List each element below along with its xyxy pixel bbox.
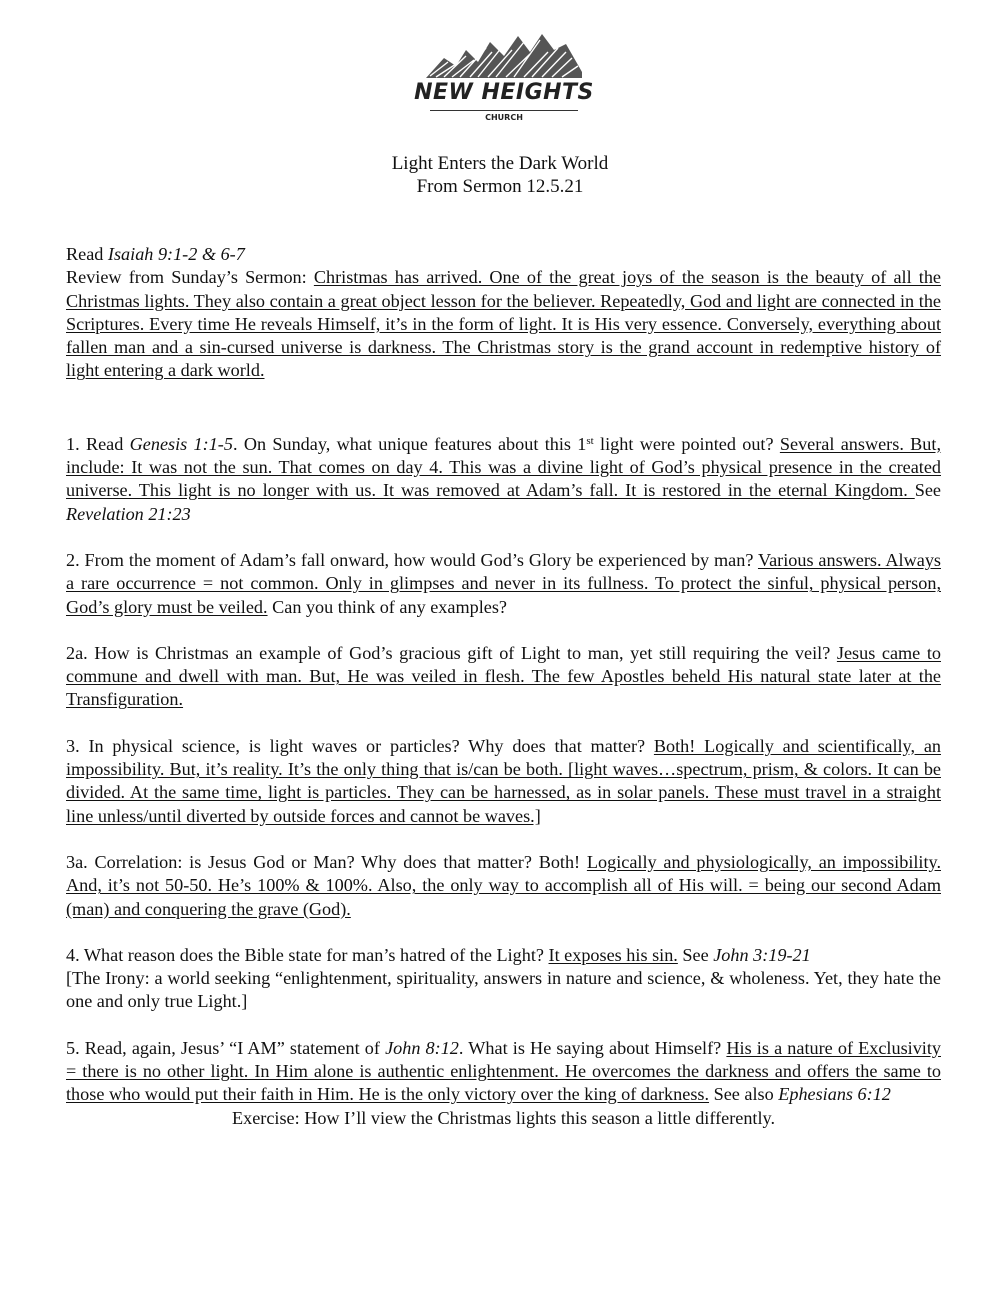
logo-wordmark: NEW HEIGHTS — [414, 80, 594, 105]
exercise-prompt: Exercise: How I’ll view the Christmas lights this season a little differently. — [232, 1107, 775, 1128]
answer-text: It exposes his sin. — [548, 944, 678, 965]
question-2a: 2a. How is Christmas an example of God’s gracious gift of Light to man, yet still requiring the veil? Jesus came to commune and dwell with man. But, He was veiled in flesh. The few Apostles beheld His natural state later at the Transfiguration. — [66, 642, 941, 710]
logo-subtitle: CHURCH — [485, 113, 523, 122]
scripture-ref: John 3:19-21 — [713, 944, 811, 965]
answer-text: Christmas has arrived. One of the great joys of the season is the beauty of all the Christmas lights. They also contain a great object lesson for the believer. Repeatedly, God and light are connected in the Scriptures. Every time He reveals Himself, it’s in the form of light. It is His very essence. Conversely, everything about fallen man and a sin-cursed universe is darkness. The Christmas story is the grand account in redemptive history of light entering a dark world. — [66, 267, 941, 381]
question-1: 1. Read Genesis 1:1-5. On Sunday, what unique features about this 1st light were pointed out? Several answers. But, include: It was not the sun. That comes on day 4. This was a divine light of God’s physical presence in the created universe. This light is no longer with us. It was removed at Adam’s fall. It is restored in the eternal Kingdom. See Revelation 21:23 — [66, 433, 942, 524]
question-4: 4. What reason does the Bible state for man’s hatred of the Light? It exposes his sin. See John 3:19-21 [The Irony: a world seeking “enlightenment, spirituality, answers in nature and science, & wholeness. Yet, they hate the one and only true Light.] — [66, 944, 941, 1012]
mountain-peaks-icon — [426, 28, 582, 80]
irony-note: [The Irony: a world seeking “enlightenment, spirituality, answers in nature and science, & wholeness. Yet, they hate the one and only true Light.] — [66, 968, 941, 1012]
intro-read: Read Isaiah 9:1-2 & 6-7 — [66, 244, 245, 264]
question-3: 3. In physical science, is light waves or particles? Why does that matter? Both! Logically and scientifically, an impossibility. But, it’s reality. It’s the only thing that is/can be both. [light waves…spectrum, prism, & colors. It can be divided. At the same time, light is particles. They can be harnessed, as in solar panels. These must travel in a straight line unless/until diverted by outside forces and cannot be waves.] — [66, 735, 941, 826]
scripture-ref: Isaiah 9:1-2 & 6-7 — [107, 244, 245, 264]
answer-text: Jesus came to commune and dwell with man. But, He was veiled in flesh. The few Apostles beheld His natural state later at the Transfiguration. — [66, 642, 941, 710]
church-logo — [414, 28, 594, 128]
answer-text: Logically and physiologically, an impossibility. And, it’s not 50-50. He’s 100% & 100%. Also, the only way to accomplish all of His will. = being our second Adam (man) and conquering the grave (God). — [66, 851, 941, 919]
document-title: Light Enters the Dark World — [391, 153, 609, 174]
scripture-ref: Genesis 1:1-5 — [129, 433, 233, 454]
question-2: 2. From the moment of Adam’s fall onward, how would God’s Glory be experienced by man? Various answers. Always a rare occurrence = not common. Only in glimpses and never in its fullness. To protect the sinful, physical person, God’s glory must be veiled. Can you think of any examples? — [66, 549, 941, 617]
scripture-ref: Revelation 21:23 — [66, 503, 191, 524]
scripture-ref: Ephesians 6:12 — [778, 1084, 891, 1105]
answer-text: Several answers. But, include: It was not the sun. That comes on day 4. This was a divine light of God’s physical presence in the created universe. This light is no longer with us. It was removed at Adam’s fall. It is restored in the eternal Kingdom. — [66, 433, 942, 501]
answer-text: Various answers. Always a rare occurrence = not common. Only in glimpses and never in its fullness. To protect the sinful, physical person, God’s glory must be veiled. — [66, 549, 941, 617]
question-3a: 3a. Correlation: is Jesus God or Man? Why does that matter? Both! Logically and physiologically, an impossibility. And, it’s not 50-50. He’s 100% & 100%. Also, the only way to accomplish all of His will. = being our second Adam (man) and conquering the grave (God). — [66, 851, 941, 919]
answer-text: Both! Logically and scientifically, an impossibility. But, it’s reality. It’s the only thing that is/can be both. [light waves…spectrum, prism, & colors. It can be divided. At the same time, light is particles. They can be harnessed, as in solar panels. These must travel in a straight line unless/until diverted by outside forces and cannot be waves.] — [66, 735, 941, 826]
answer-text: His is a nature of Exclusivity = there is no other light. In Him alone is authentic enlightenment. He overcomes the darkness and offers the same to those who would put their faith in Him. He is the only victory over the king of darkness. — [66, 1037, 941, 1105]
scripture-ref: John 8:12 — [385, 1037, 459, 1058]
document-title-block — [0, 152, 1000, 198]
intro-review: Review from Sunday’s Sermon: Christmas has arrived. One of the great joys of the season is the beauty of all the Christmas lights. They also contain a great object lesson for the believer. Repeatedly, God and light are connected in the Scriptures. Every time He reveals Himself, it’s in the form of light. It is His very essence. Conversely, everything about fallen man and a sin-cursed universe is darkness. The Christmas story is the grand account in redemptive history of light entering a dark world. — [66, 267, 941, 381]
question-5: 5. Read, again, Jesus’ “I AM” statement of John 8:12. What is He saying about Himself? His is a nature of Exclusivity = there is no other light. In Him alone is authentic enlightenment. He overcomes the darkness and offers the same to those who would put their faith in Him. He is the only victory over the king of darkness. See also Ephesians 6:12 — [66, 1037, 941, 1105]
logo-divider — [430, 110, 578, 111]
study-guide-body — [66, 243, 941, 1130]
sermon-date: From Sermon 12.5.21 — [416, 176, 584, 197]
